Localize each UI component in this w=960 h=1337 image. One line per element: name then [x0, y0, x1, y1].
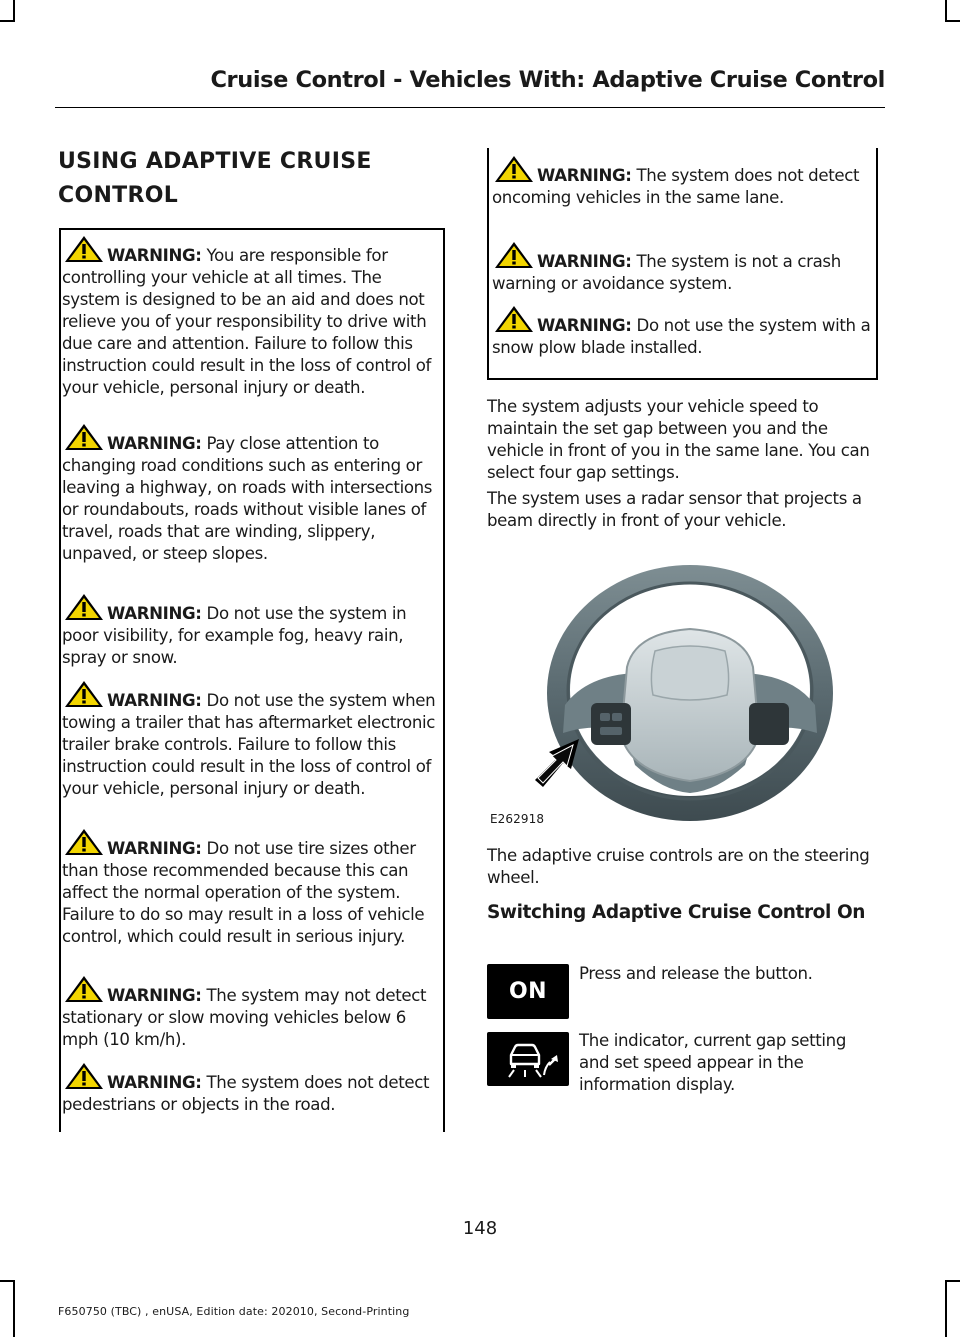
warning-item: [62, 680, 440, 800]
crop-mark: [945, 20, 960, 22]
warning-label: WARNING:: [107, 839, 202, 858]
on-button-icon: ON: [487, 964, 569, 1019]
warning-label: WARNING:: [537, 316, 632, 335]
warning-item: [492, 155, 874, 209]
warning-text: Pay close attention to changing road conditions such as entering or leaving a highway, on roads with intersections or roundabouts, roads without visible lanes of travel, roads that are winding, slippery, unpaved, or steep slopes.: [62, 434, 433, 563]
warning-item: [62, 828, 440, 948]
crop-mark: [13, 1280, 15, 1337]
page-number: 148: [462, 1218, 498, 1239]
crop-mark: [13, 0, 15, 22]
body-paragraph: The adaptive cruise controls are on the steering wheel.: [487, 846, 870, 887]
warning-item: [492, 305, 874, 359]
warning-text: Do not use the system in poor visibility, for example fog, heavy rain, spray or snow.: [62, 604, 407, 667]
warning-label: WARNING:: [107, 691, 202, 710]
crop-mark: [0, 1280, 15, 1282]
warning-triangle-icon: [494, 155, 534, 183]
warning-label: WARNING:: [107, 246, 202, 265]
warning-label: WARNING:: [107, 434, 202, 453]
warning-triangle-icon: [494, 305, 534, 333]
adaptive-cruise-indicator-icon: [487, 1032, 569, 1086]
section-title-line1: USING ADAPTIVE CRUISE: [58, 149, 372, 174]
warning-item: [62, 235, 440, 399]
warning-text: The system does not detect oncoming vehicles in the same lane.: [492, 166, 860, 207]
warning-item: [62, 423, 440, 565]
warning-text: You are responsible for controlling your vehicle at all times. The system is designed to be an aid and does not relieve you of your responsibility to drive with due care and attention. Failure to follow this instruction could result in the loss of control of your vehicle, personal injury or death.: [62, 246, 432, 397]
warning-label: WARNING:: [107, 1073, 202, 1092]
body-paragraph: The system uses a radar sensor that projects a beam directly in front of your vehicle.: [487, 489, 862, 530]
warning-item: [62, 1062, 440, 1116]
warning-triangle-icon: [64, 423, 104, 451]
figure-code: E262918: [490, 812, 545, 826]
warning-text: Do not use the system with a snow plow blade installed.: [492, 316, 871, 357]
warning-text: Do not use tire sizes other than those recommended because this can affect the normal operation of the system. Failure to do so may result in a loss of vehicle control, which could result in serious injury.: [62, 839, 425, 946]
warning-item: [62, 975, 440, 1051]
subsection-heading: Switching Adaptive Cruise Control On: [487, 902, 866, 923]
warning-text: The system may not detect stationary or slow moving vehicles below 6 mph (10 km/h).: [62, 986, 427, 1049]
step-text: Press and release the button.: [579, 964, 813, 983]
body-paragraph: The system adjusts your vehicle speed to maintain the set gap between you and the vehicle in front of you in the same lane. You can select four gap settings.: [487, 397, 870, 482]
section-title: [58, 145, 438, 213]
warning-triangle-icon: [64, 828, 104, 856]
warning-label: WARNING:: [537, 252, 632, 271]
step-text: The indicator, current gap setting and set speed appear in the information display.: [579, 1031, 847, 1094]
warning-text: Do not use the system when towing a trailer that has aftermarket electronic trailer brake controls. Failure to follow this instruction could result in the loss of control of your vehicle, personal injury or death.: [62, 691, 436, 798]
warning-text: The system is not a crash warning or avoidance system.: [492, 252, 841, 293]
crop-mark: [0, 20, 15, 22]
warning-triangle-icon: [64, 680, 104, 708]
warning-triangle-icon: [64, 593, 104, 621]
warning-triangle-icon: [494, 241, 534, 269]
warning-triangle-icon: [64, 1062, 104, 1090]
warning-label: WARNING:: [107, 986, 202, 1005]
warning-item: [492, 241, 874, 295]
page-title: Cruise Control - Vehicles With: Adaptive Cruise Control: [210, 67, 885, 93]
crop-mark: [945, 0, 947, 22]
warning-triangle-icon: [64, 975, 104, 1003]
warning-text: The system does not detect pedestrians or objects in the road.: [62, 1073, 430, 1114]
warning-triangle-icon: [64, 235, 104, 263]
steering-wheel-illustration: [487, 555, 879, 830]
warning-label: WARNING:: [107, 604, 202, 623]
footer-text: F650750 (TBC) , enUSA, Edition date: 202010, Second-Printing: [58, 1305, 410, 1318]
warning-label: WARNING:: [537, 166, 632, 185]
page-header: [55, 60, 885, 108]
crop-mark: [945, 1280, 947, 1337]
warning-item: [62, 593, 440, 669]
crop-mark: [945, 1280, 960, 1282]
section-title-line2: CONTROL: [58, 183, 179, 208]
